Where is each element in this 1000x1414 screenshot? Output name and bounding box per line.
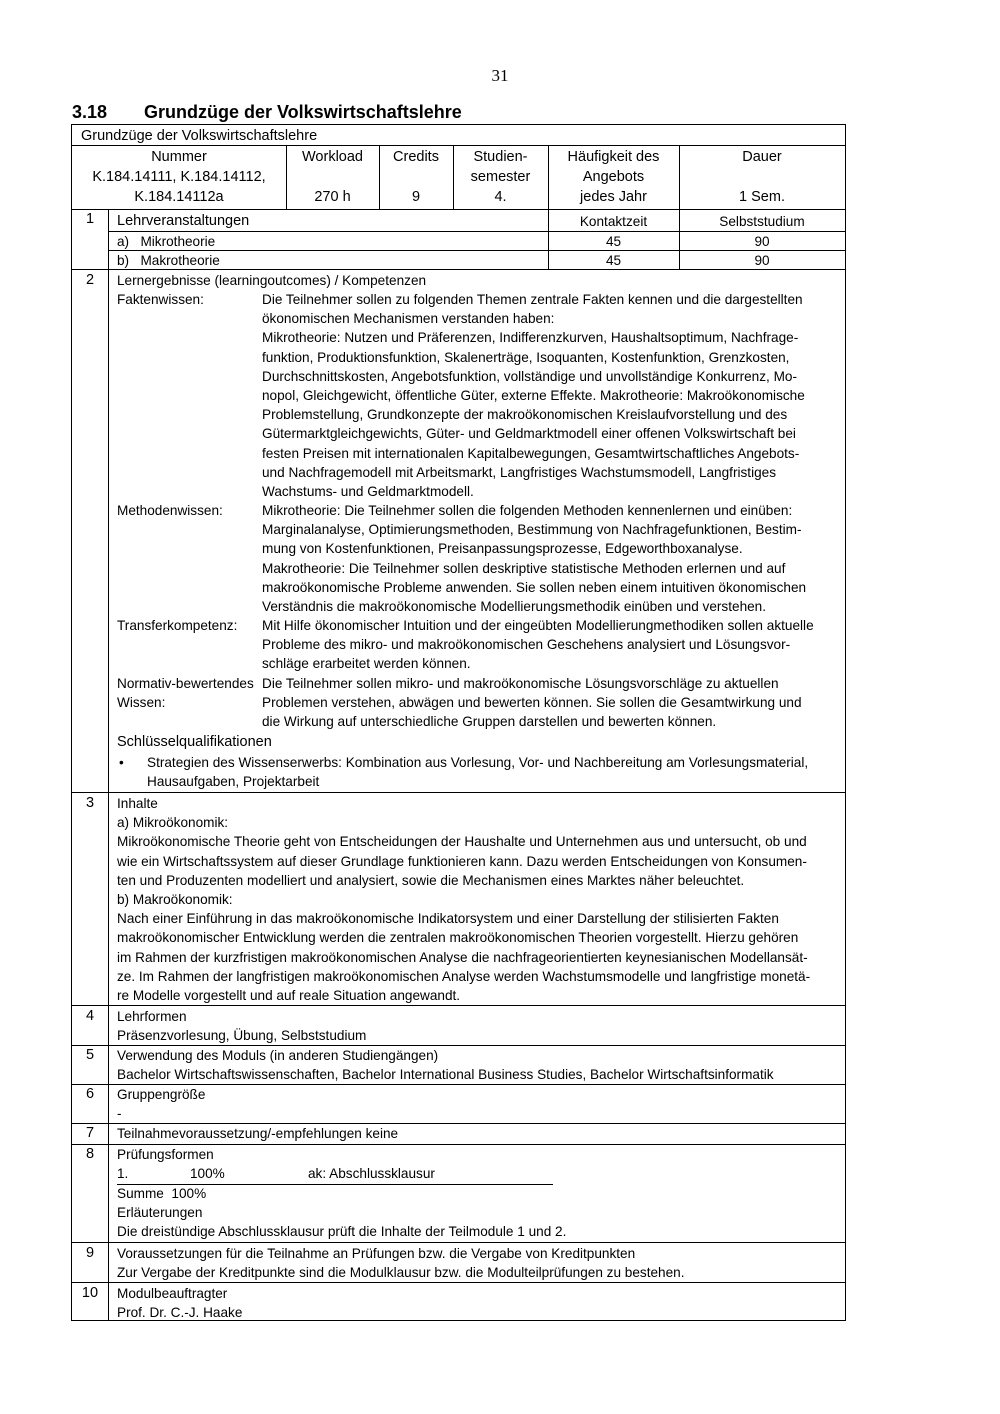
exam-row-type: ak: Abschlussklausur bbox=[308, 1166, 435, 1181]
transfer-line: schläge erarbeitet werden können. bbox=[262, 656, 471, 672]
credit-req-title: Voraussetzungen für die Teilnahme an Prüfungen bzw. die Vergabe von Kreditpunkten bbox=[117, 1246, 636, 1261]
fakten-line: Problemstellung, Grundkonzepte der makroökonomischen Kreislaufvorstellung und des bbox=[262, 407, 788, 423]
fakten-line: und Nachfragemodell mit Arbeitsmarkt, Langfristiges Wachstumsmodell, Langfristiges bbox=[262, 464, 777, 480]
key-qualifications-text bbox=[147, 753, 847, 791]
fakten-line: Wachstums- und Geldmarktmodell. bbox=[262, 484, 474, 500]
credits-value: 9 bbox=[411, 189, 421, 205]
normativ-label-line2: Wissen: bbox=[117, 695, 166, 711]
methoden-text bbox=[262, 501, 822, 616]
responsible-title: Modulbeauftragter bbox=[117, 1286, 228, 1301]
section-title: Grundzüge der Volkswirtschaftslehre bbox=[144, 102, 462, 122]
frequency-label-line2: Angebots bbox=[582, 169, 645, 185]
responsible-block bbox=[117, 1284, 242, 1322]
transfer-label: Transferkompetenz: bbox=[117, 618, 238, 633]
row-number-4: 4 bbox=[85, 1008, 95, 1024]
duration-value: 1 Sem. bbox=[739, 189, 785, 205]
normativ-text bbox=[262, 674, 822, 732]
micro-line: wie ein Wirtschaftssystem auf dieser Grundlage funktionieren kann. Dazu werden Entscheidungen von Konsumen- bbox=[117, 853, 807, 869]
normativ-label-line1: Normativ-bewertendes bbox=[117, 676, 254, 691]
methoden-line: makroökonomische Probleme anwenden. Sie sollen neben einem intuitiven ökonomischen bbox=[262, 579, 807, 595]
duration-label: Dauer bbox=[742, 149, 782, 165]
row-number-10: 10 bbox=[81, 1285, 99, 1301]
row-number-2: 2 bbox=[85, 272, 95, 288]
fakten-label: Faktenwissen: bbox=[117, 292, 204, 307]
row-number-9: 9 bbox=[85, 1245, 95, 1261]
teaching-block bbox=[117, 1007, 366, 1045]
course-a-name: Mikrotheorie bbox=[140, 234, 216, 249]
page-number: 31 bbox=[491, 66, 509, 85]
fakten-line: funktion, Produktionsfunktion, Skalenerträge, Isoquanten, Kostenfunktion, Grenzkosten, bbox=[262, 349, 790, 365]
normativ-line: Problemen verstehen, abwägen und bewerten können. Sie sollen die Gesamtwirkung und bbox=[262, 695, 802, 711]
usage-value: Bachelor Wirtschaftswissenschaften, Bachelor International Business Studies, Bachelor Wirtschaftsinformatik bbox=[117, 1067, 774, 1083]
frequency-value: jedes Jahr bbox=[580, 189, 647, 205]
macro-line: Nach einer Einführung in das makroökonomische Indikatorsystem und einer Darstellung der stilisierten Fakten bbox=[117, 911, 779, 927]
nummer-value-line1: K.184.14111, K.184.14112, bbox=[92, 169, 266, 185]
macro-line: im Rahmen der kurzfristigen makroökonomischen Analyse die nachfrageorientierten keynesianischen Modellansät- bbox=[117, 949, 808, 965]
exams-title: Prüfungsformen bbox=[117, 1147, 214, 1162]
courses-label: Lehrveranstaltungen bbox=[117, 213, 250, 229]
group-block bbox=[117, 1085, 205, 1123]
frequency-cell bbox=[548, 147, 679, 207]
usage-block bbox=[117, 1046, 839, 1084]
nummer-cell bbox=[72, 147, 286, 207]
exam-sum bbox=[117, 1184, 206, 1203]
row-number-6: 6 bbox=[85, 1086, 95, 1102]
methoden-line: Marginalanalyse, Optimierungsmethoden, Bestimmung von Nachfragefunktionen, Bestim- bbox=[262, 522, 802, 538]
teaching-value: Präsenzvorlesung, Übung, Selbststudium bbox=[117, 1028, 367, 1044]
methoden-line: Mikrotheorie: Die Teilnehmer sollen die folgenden Methoden kennenlernen und einüben: bbox=[262, 503, 793, 518]
exam-row-index: 1. bbox=[117, 1166, 129, 1181]
course-a-contact: 45 bbox=[605, 234, 622, 249]
outcomes-title: Lernergebnisse (learningoutcomes) / Kompetenzen bbox=[117, 273, 427, 288]
exam-row-percent: 100% bbox=[190, 1166, 225, 1181]
fakten-line: ökonomischen Mechanismen verstanden haben: bbox=[262, 311, 555, 327]
nummer-value-line2: K.184.14112a bbox=[134, 189, 224, 205]
group-title: Gruppengröße bbox=[117, 1087, 206, 1102]
exam-notes-text: Die dreistündige Abschlussklausur prüft die Inhalte der Teilmodule 1 und 2. bbox=[117, 1224, 567, 1240]
methoden-line: mung von Kostenfunktionen, Preisanpassungsprozesse, Edgeworthboxanalyse. bbox=[262, 541, 743, 557]
contents-title: Inhalte bbox=[117, 796, 158, 811]
transfer-line: Probleme des mikro- und makroökonomischen Geschehens analysiert und Lösungsvor- bbox=[262, 637, 791, 653]
prereq-title: Teilnahmevoraussetzung/-empfehlungen keine bbox=[117, 1126, 399, 1141]
transfer-line: Mit Hilfe ökonomischer Intuition und der eingeübten Modellierungmethodiken sollen aktuelle bbox=[262, 618, 814, 633]
row-number-1: 1 bbox=[85, 211, 95, 227]
credit-req-block bbox=[117, 1244, 839, 1282]
macro-title: b) Makroökonomik: bbox=[117, 892, 233, 908]
row-number-8: 8 bbox=[85, 1146, 95, 1162]
exam-notes-title: Erläuterungen bbox=[117, 1205, 203, 1220]
fakten-line: festen Preisen mit internationalen Kapitalbewegungen, Gesamtwirtschaftliches Angebots- bbox=[262, 445, 800, 461]
micro-line: ten und Produzenten modelliert und analysiert, sowie die Mechanismen eines Marktes näher beleuchtet. bbox=[117, 872, 745, 888]
nummer-label: Nummer bbox=[151, 149, 207, 165]
methoden-line: Verständnis die makroökonomische Modellierungsmethodik einüben und verstehen. bbox=[262, 599, 767, 615]
workload-value: 270 h bbox=[314, 189, 351, 205]
macro-line: ze. Im Rahmen der langfristigen makroökonomischen Analyse werden Wachstumsmodelle und langfristige monetä- bbox=[117, 968, 811, 984]
course-a bbox=[117, 232, 215, 251]
course-b-self: 90 bbox=[754, 253, 770, 268]
contents-block bbox=[117, 794, 839, 1005]
exam-sum-value: 100% bbox=[171, 1186, 207, 1201]
workload-label: Workload bbox=[302, 149, 363, 165]
teaching-title: Lehrformen bbox=[117, 1009, 187, 1024]
macro-line: re Modelle vorgestellt und auf reale Situation angewandt. bbox=[117, 988, 461, 1004]
course-a-self: 90 bbox=[754, 234, 770, 249]
frequency-label-line1: Häufigkeit des bbox=[567, 149, 660, 165]
course-b-contact: 45 bbox=[605, 253, 622, 268]
transfer-text bbox=[262, 616, 822, 674]
group-value: - bbox=[117, 1106, 122, 1122]
course-b bbox=[117, 251, 220, 270]
macro-line: makroökonomischer Entwicklung werden die zentralen makroökonomischen Theorien vorgestellt. Hierzu gehören bbox=[117, 930, 799, 946]
usage-title: Verwendung des Moduls (in anderen Studiengängen) bbox=[117, 1048, 439, 1063]
contact-time-label: Kontaktzeit bbox=[579, 214, 648, 229]
course-b-name: Makrotheorie bbox=[140, 253, 220, 268]
semester-cell bbox=[453, 147, 548, 207]
fakten-line: Durchschnittskosten, Angebotsfunktion, vollständige und unvollständige Konkurrenz, Mo- bbox=[262, 368, 798, 384]
module-title: Grundzüge der Volkswirtschaftslehre bbox=[81, 128, 318, 144]
normativ-label bbox=[117, 674, 262, 712]
credits-label: Credits bbox=[393, 149, 439, 165]
module-table bbox=[71, 124, 846, 1321]
semester-label-line1: Studien- bbox=[473, 149, 528, 165]
key-line: Hausaufgaben, Projektarbeit bbox=[147, 774, 320, 790]
course-b-letter: b) bbox=[117, 253, 130, 268]
micro-title: a) Mikroökonomik: bbox=[117, 815, 229, 831]
credit-req-value: Zur Vergabe der Kreditpunkte sind die Modulklausur bzw. die Modulteilprüfungen zu bestehen. bbox=[117, 1265, 685, 1281]
key-qualifications-title: Schlüsselqualifikationen bbox=[117, 734, 272, 750]
row-number-7: 7 bbox=[85, 1125, 95, 1141]
exam-sum-label: Summe bbox=[117, 1186, 164, 1201]
fakten-line: Gütermarktgleichgewichts, Güter- und Geldmarktmodell einer offenen Volkswirtschaft bei bbox=[262, 426, 796, 442]
row-number-5: 5 bbox=[85, 1047, 95, 1063]
self-study-label: Selbststudium bbox=[719, 214, 805, 229]
semester-value: 4. bbox=[494, 189, 507, 205]
section-number: 3.18 bbox=[72, 102, 108, 122]
normativ-line: Die Teilnehmer sollen mikro- und makroökonomische Lösungsvorschläge zu aktuellen bbox=[262, 676, 779, 691]
micro-line: Mikroökonomische Theorie geht von Entscheidungen der Haushalte und Unternehmen aus und untersucht, ob und bbox=[117, 834, 807, 850]
methoden-label: Methodenwissen: bbox=[117, 503, 223, 518]
methoden-line: Makrotheorie: Die Teilnehmer sollen deskriptive statistische Methoden erlernen und auf bbox=[262, 560, 786, 576]
course-a-letter: a) bbox=[117, 234, 130, 249]
fakten-line: Mikrotheorie: Nutzen und Präferenzen, Indifferenzkurven, Haushaltsoptimum, Nachfrage- bbox=[262, 330, 799, 346]
semester-label-line2: semester bbox=[470, 169, 531, 185]
fakten-text bbox=[262, 290, 822, 501]
section-heading bbox=[72, 102, 462, 123]
bullet-icon: • bbox=[119, 755, 124, 770]
responsible-value: Prof. Dr. C.-J. Haake bbox=[117, 1305, 243, 1321]
normativ-line: die Wirkung auf unterschiedliche Gruppen darstellen und bewerten können. bbox=[262, 714, 717, 730]
exam-notes bbox=[117, 1203, 839, 1241]
fakten-line: nopol, Gleichgewicht, öffentliche Güter, externe Effekte. Makrotheorie: Makroökonomische bbox=[262, 388, 805, 404]
key-line: Strategien des Wissenserwerbs: Kombination aus Vorlesung, Vor- und Nachbereitung am Vorlesungsmaterial, bbox=[147, 755, 809, 770]
fakten-line: Die Teilnehmer sollen zu folgenden Themen zentrale Fakten kennen und die dargestellten bbox=[262, 292, 803, 307]
row-number-3: 3 bbox=[85, 795, 95, 811]
